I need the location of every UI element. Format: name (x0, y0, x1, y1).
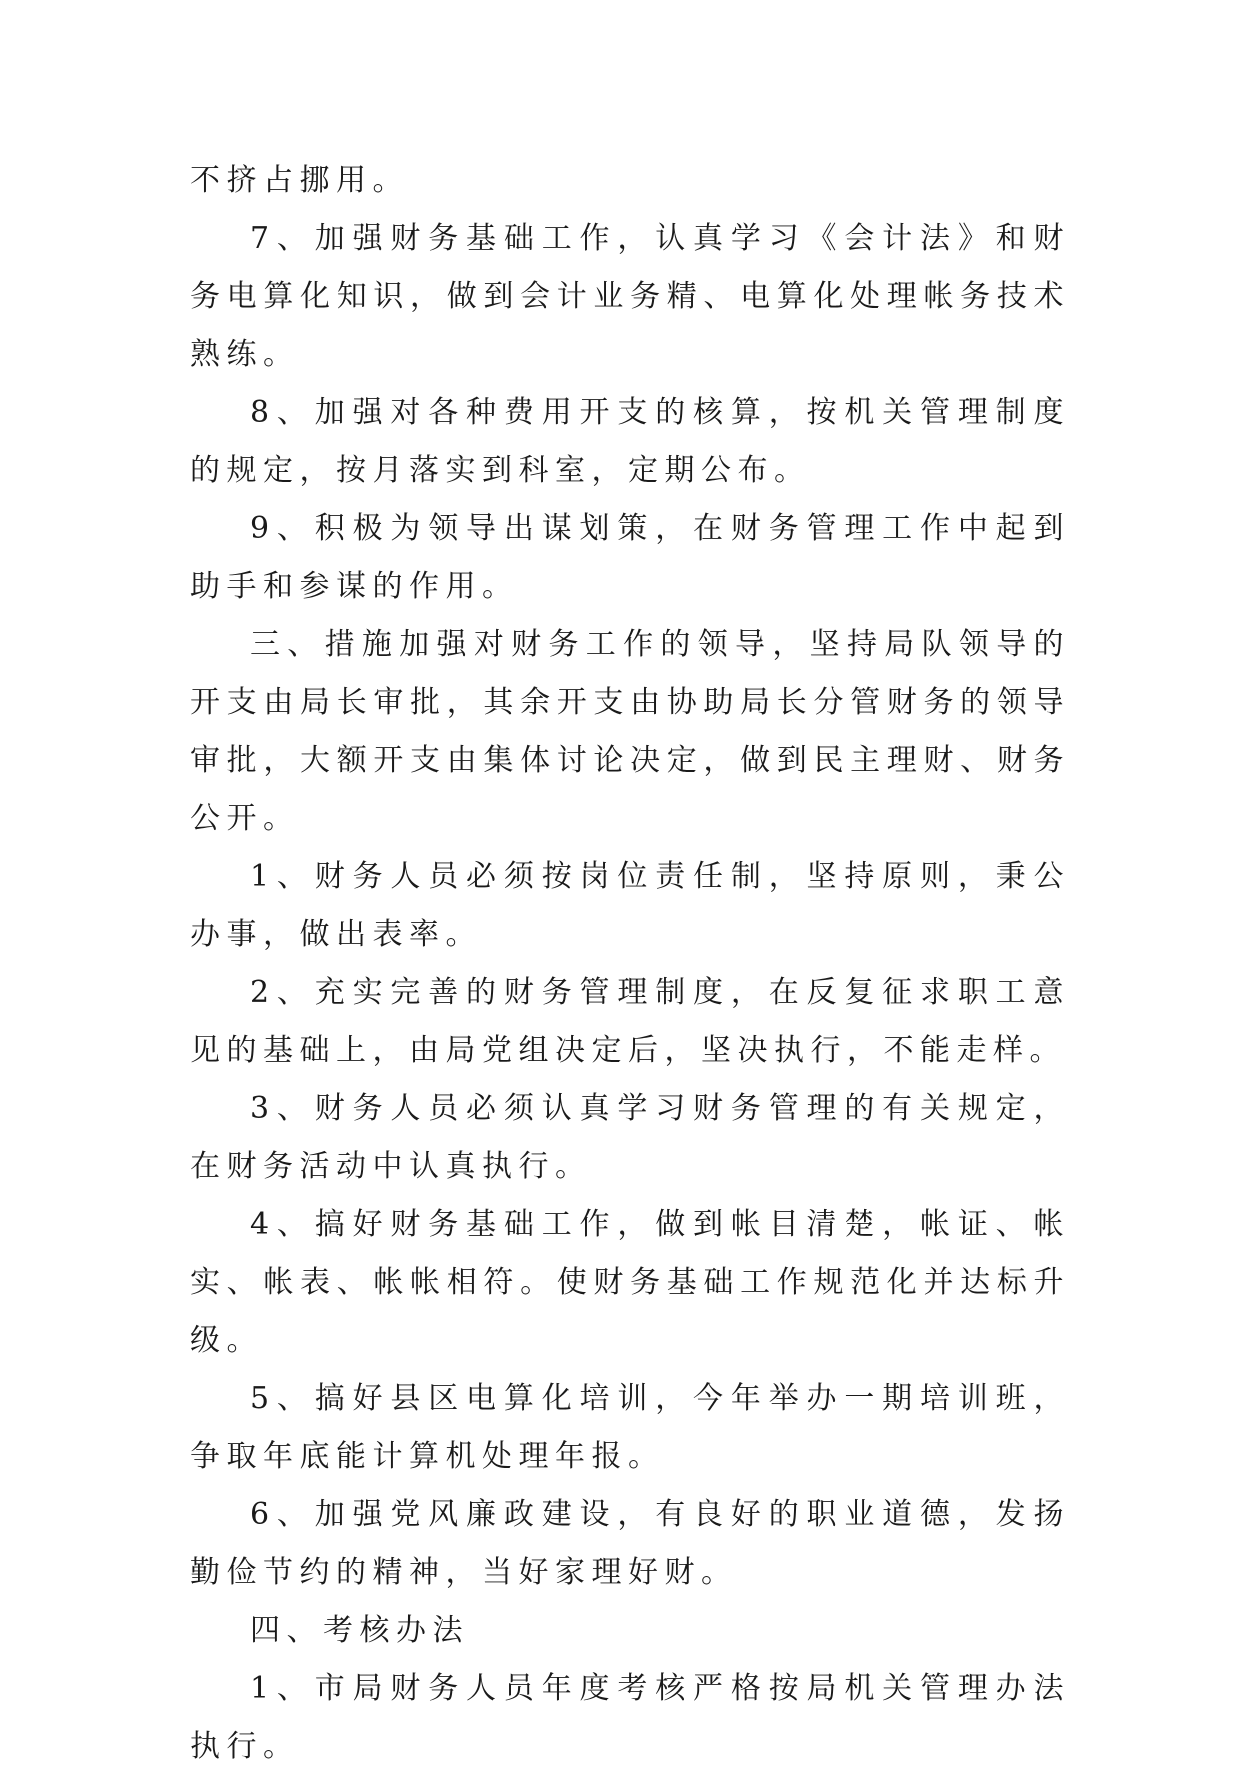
paragraph-item-7: 7、加强财务基础工作，认真学习《会计法》和财务电算化知识，做到会计业务精、电算化处理帐务技术熟练。 (190, 221, 1070, 372)
paragraph-measure-6: 6、加强党风廉政建设，有良好的职业道德，发扬勤俭节约的精神，当好家理好财。 (190, 1497, 1070, 1590)
document-body (190, 152, 1070, 1776)
paragraph-section-three: 三、措施加强对财务工作的领导，坚持局队领导的开支由局长审批，其余开支由协助局长分管财务的领导审批，大额开支由集体讨论决定，做到民主理财、财务公开。 (190, 627, 1070, 836)
paragraph-measure-5: 5、搞好县区电算化培训，今年举办一期培训班，争取年底能计算机处理年报。 (190, 1381, 1070, 1474)
paragraph-measure-1: 1、财务人员必须按岗位责任制，坚持原则，秉公办事，做出表率。 (190, 859, 1070, 952)
paragraph-measure-3: 3、财务人员必须认真学习财务管理的有关规定，在财务活动中认真执行。 (190, 1091, 1070, 1184)
paragraph-measure-4: 4、搞好财务基础工作，做到帐目清楚，帐证、帐实、帐表、帐帐相符。使财务基础工作规范化并达标升级。 (190, 1207, 1070, 1358)
paragraph-section-four: 四、考核办法 (250, 1613, 469, 1648)
paragraph-item-8: 8、加强对各种费用开支的核算，按机关管理制度的规定，按月落实到科室，定期公布。 (190, 395, 1070, 488)
paragraph-assessment-1: 1、市局财务人员年度考核严格按局机关管理办法执行。 (190, 1671, 1070, 1764)
paragraph-item-9: 9、积极为领导出谋划策，在财务管理工作中起到助手和参谋的作用。 (190, 511, 1070, 604)
paragraph-continuation: 不挤占挪用。 (190, 163, 409, 198)
paragraph-measure-2: 2、充实完善的财务管理制度，在反复征求职工意见的基础上，由局党组决定后，坚决执行，不能走样。 (190, 975, 1070, 1068)
